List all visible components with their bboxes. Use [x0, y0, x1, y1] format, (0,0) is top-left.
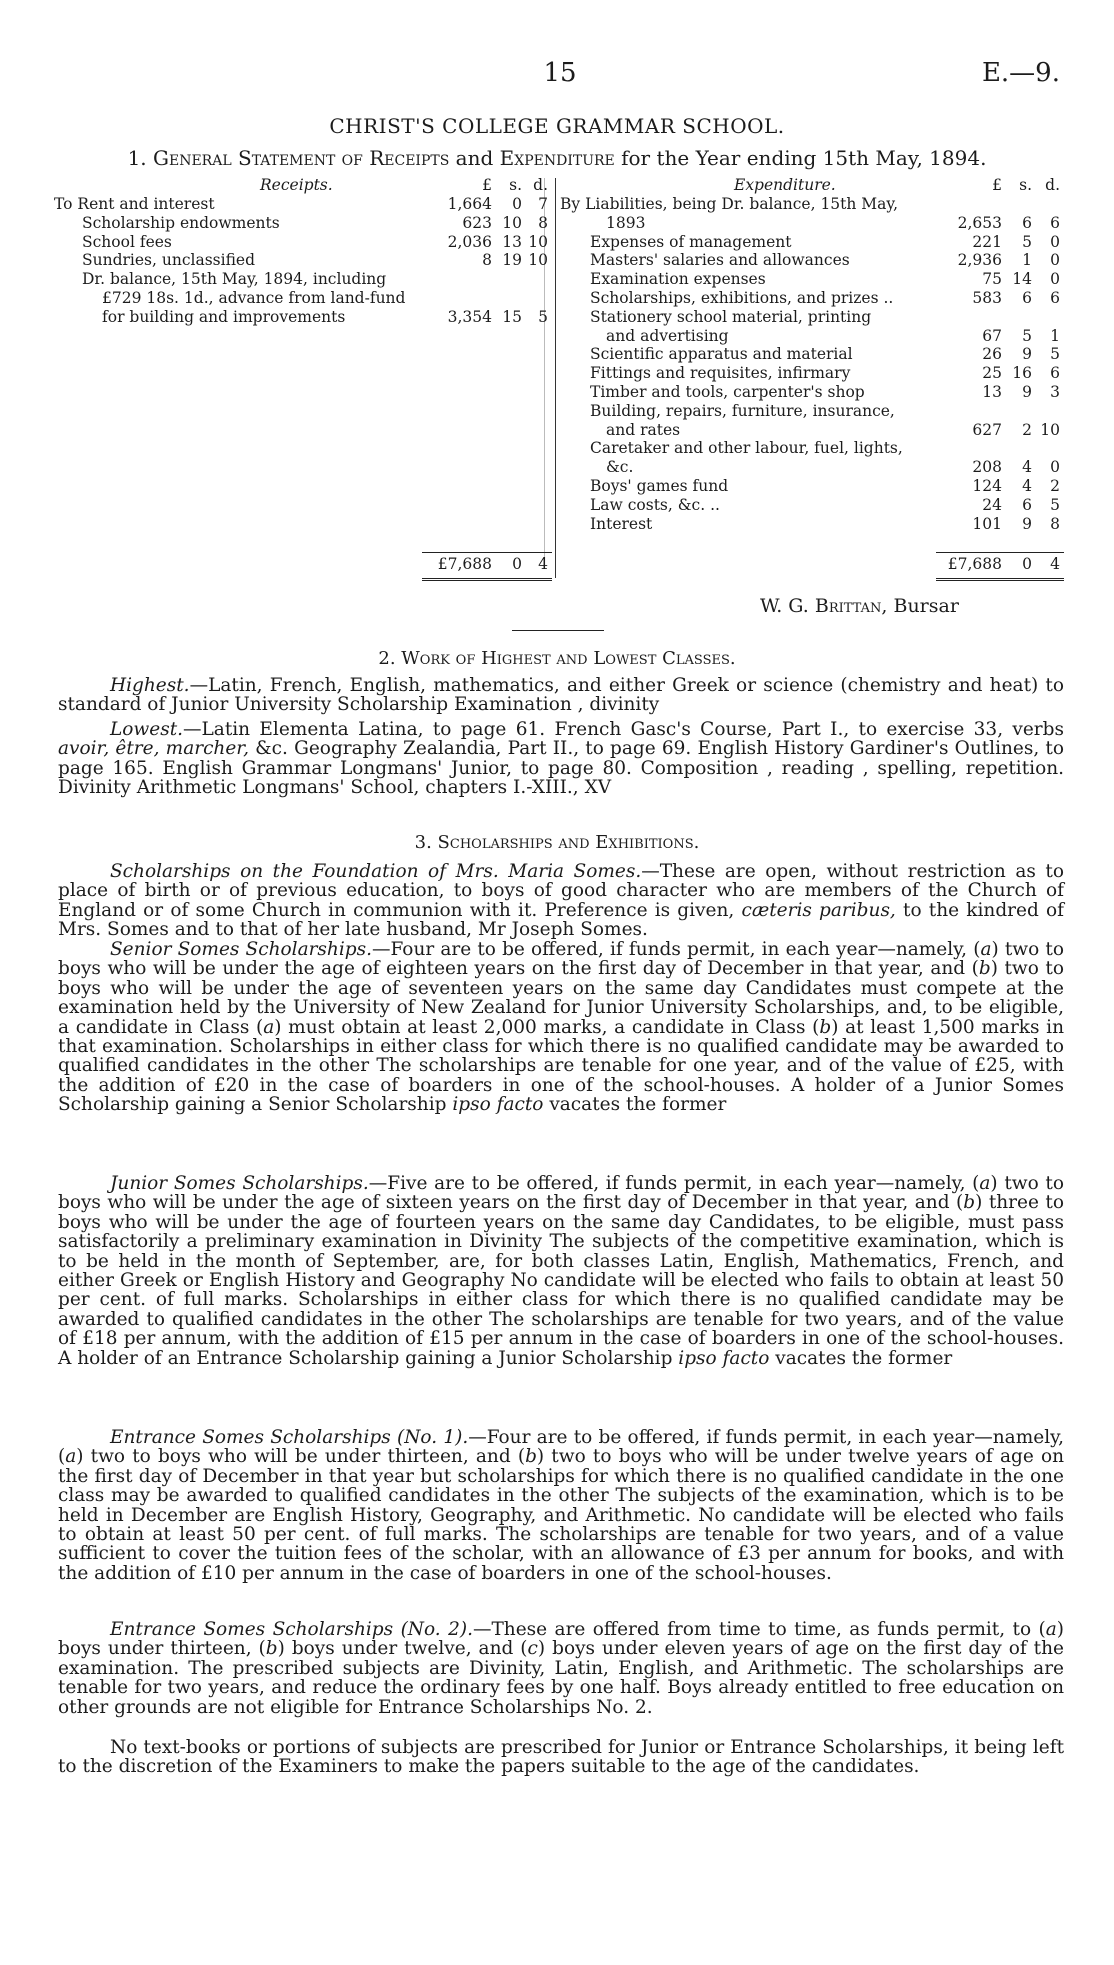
expenditure-row-label: and advertising [606, 326, 729, 345]
expenditure-row-shillings: 9 [1022, 345, 1032, 364]
expenditure-row-label: Expenses of management [590, 232, 792, 251]
receipts-row-pounds: 3,354 [447, 307, 492, 326]
expenditure-row-shillings: 5 [1022, 232, 1032, 251]
expenditure-row-pounds: 221 [972, 232, 1002, 251]
statement-title-part2: Expenditure [499, 146, 615, 170]
expenditure-row-pounds: 24 [982, 495, 1002, 514]
financial-statement [54, 176, 1064, 584]
expenditure-row-label: By Liabilities, being Dr. balance, 15th May, [560, 195, 899, 213]
expenditure-row [560, 402, 1064, 421]
senior-label: Senior Somes Scholarships. [110, 939, 372, 960]
receipts-total-pence: 4 [538, 555, 548, 573]
expenditure-row [560, 383, 1064, 402]
expenditure-row-pounds: 124 [972, 476, 1002, 495]
expenditure-row [560, 515, 1064, 534]
expenditure-column [560, 176, 1064, 533]
expenditure-row-pence: 0 [1050, 270, 1060, 289]
expenditure-row [560, 477, 1064, 496]
receipts-row [54, 289, 552, 308]
bursar-signature [760, 595, 959, 617]
receipts-row-pounds: 623 [462, 213, 492, 232]
expenditure-row [560, 251, 1064, 270]
expenditure-header-row [560, 176, 1064, 195]
entrance1-text-2: ) two to boys who will be under thirteen, and ( [76, 1446, 526, 1468]
expenditure-row-pence: 0 [1050, 458, 1060, 477]
foundation-italic: cæteris paribus, [741, 899, 896, 921]
expenditure-row-label: Interest [590, 514, 653, 533]
expenditure-row [560, 364, 1064, 383]
expenditure-row-shillings: 9 [1022, 382, 1032, 401]
junior-b: b [963, 1192, 976, 1214]
foundation-label: Scholarships on the Foundation of Mrs. Maria Somes. [110, 861, 642, 882]
entrance2-c: c [527, 1638, 538, 1660]
expenditure-row-pence: 6 [1050, 364, 1060, 383]
expenditure-row-pounds: 75 [982, 270, 1002, 289]
junior-text-4: vacates the former [769, 1347, 953, 1369]
statement-title-part3: for the Year ending 15th May, 1894. [621, 146, 987, 170]
receipts-heading: Receipts. [260, 176, 333, 194]
pence-heading: d. [1045, 176, 1060, 194]
receipts-row [54, 233, 552, 252]
highest-text: —Latin, French, English, mathematics, and either Greek or science (chemistry and heat) to standard of Junior University Scholarship Examination , divinity [58, 675, 1064, 716]
expenditure-total-shillings: 0 [1022, 555, 1032, 573]
foundation-text-2: to the kindred of Mrs. Somes and to that of her late husband, Mr Joseph Somes. [58, 899, 1064, 941]
expenditure-row-label: Scientific apparatus and material [590, 345, 853, 364]
expenditure-row-pence: 3 [1050, 382, 1060, 401]
receipts-row [54, 251, 552, 270]
senior-text-3: ) two to boys who will be under the age of seventeen years on the same day Candidates must compete at the examination held by the University of New Zealand for Junior University Scholarships, and, to be eligible, a candidate in Class ( [58, 958, 1064, 1038]
entrance2-text-4: ) boys under eleven years of age on the first day of the examination. The prescribed subjects are Divinity, Latin, English, and Arithmetic. The scholarships are tenable for two years, and reduce the ordinary fees by one half. Boys already entitled to free education on other grounds are not eligible for Entrance Scholarships No. 2. [58, 1638, 1064, 1718]
expenditure-total [936, 552, 1064, 575]
receipts-rows [54, 195, 552, 327]
senior-b: b [978, 958, 991, 980]
pence-heading: d. [533, 176, 548, 194]
junior-label: Junior Somes Scholarships. [110, 1173, 369, 1194]
senior-a2: a [263, 1016, 275, 1038]
receipts-row-pence: 5 [538, 307, 548, 326]
senior-italic: ipso facto [452, 1094, 544, 1116]
center-rule [555, 178, 556, 578]
receipts-row [54, 195, 552, 214]
receipts-row-shillings: 19 [502, 251, 522, 270]
lowest-class-paragraph [58, 720, 1064, 798]
expenditure-row-shillings: 2 [1022, 420, 1032, 439]
receipts-row-shillings: 0 [512, 195, 522, 213]
expenditure-row-label: Caretaker and other labour, fuel, lights, [590, 439, 903, 458]
page-number: 15 [543, 58, 577, 88]
receipts-row-label: To Rent and interest [54, 195, 215, 213]
expenditure-row-shillings: 4 [1022, 476, 1032, 495]
entrance2-b: b [265, 1638, 278, 1660]
shilling-heading: s. [509, 176, 522, 194]
statement-number: 1. [127, 146, 147, 170]
bursar-role: Bursar [893, 595, 959, 617]
expenditure-row-pounds: 13 [982, 382, 1002, 401]
section-divider [512, 630, 604, 631]
junior-text-2: ) two to boys who will be under the age of sixteen years on the first day of December in that year, and ( [58, 1173, 1064, 1214]
entrance2-text-3: ) boys under twelve, and ( [277, 1638, 528, 1660]
expenditure-row-shillings: 6 [1022, 213, 1032, 232]
expenditure-row-pounds: 627 [972, 420, 1002, 439]
expenditure-row-pence: 2 [1050, 476, 1060, 495]
expenditure-row-pounds: 583 [972, 288, 1002, 307]
expenditure-row-label: Boys' games fund [590, 476, 729, 495]
receipts-row [54, 214, 552, 233]
statement-title [0, 146, 1114, 170]
lowest-text-1: —Latin Elementa Latina, to page 61. French Gasc's Course, Part I., to exercise 33, verbs [183, 719, 1064, 740]
expenditure-row-label: Masters' salaries and allowances [590, 251, 850, 270]
receipts-row-shillings: 10 [502, 213, 522, 232]
expenditure-row-label: Fittings and requisites, infirmary [590, 364, 851, 383]
expenditure-row-label: Law costs, &c. .. [590, 495, 720, 514]
expenditure-row-pence: 0 [1050, 232, 1060, 251]
lowest-label: Lowest. [110, 719, 184, 740]
foundation-text-1: —These are open, without restriction as to place of birth or of previous education, to boys of good character who are members of the Church of England or of some Church in communion with it. Preference is given, [58, 861, 1064, 921]
senior-text-4: ) must obtain at least 2,000 marks, a candidate in Class ( [274, 1016, 820, 1038]
expenditure-row-pence: 0 [1050, 251, 1060, 270]
expenditure-row-pence: 5 [1050, 345, 1060, 364]
senior-a: a [980, 939, 992, 960]
receipts-row-label: Scholarship endowments [82, 213, 280, 232]
statement-title-and: and [455, 146, 494, 170]
expenditure-row [560, 308, 1064, 327]
expenditure-rows [560, 195, 1064, 533]
expenditure-row [560, 233, 1064, 252]
junior-scholarships-paragraph [58, 1174, 1064, 1368]
entrance1-b: b [525, 1446, 537, 1468]
shilling-heading: s. [1019, 176, 1032, 194]
receipts-row-label: Sundries, unclassified [82, 251, 255, 270]
expenditure-row [560, 195, 1064, 214]
receipts-row-label: £729 18s. 1d., advance from land-fund [102, 288, 406, 307]
expenditure-row-pounds: 25 [982, 364, 1002, 383]
receipts-row-pence: 10 [528, 232, 548, 251]
expenditure-row-pounds: 208 [972, 458, 1002, 477]
receipts-total-shillings: 0 [512, 555, 522, 573]
entrance1-text-3: ) two to boys who will be under twelve years of age on the first day of December in that year but scholarships for which there is no qualified candidate in the one class may be awarded to qualified candidates in the other The subjects of the examination, which is to be held in December are English History, Geography, and Arithmetic. No candidate will be elected who fails to obtain at least 50 per cent. of full marks. The scholarships are tenable for two years, and of a value sufficient to cover the tuition fees of the scholar, with an allowance of £3 per annum for books, and with the addition of £10 per annum in the case of boarders in one of the school-houses. [58, 1446, 1065, 1584]
expenditure-row-shillings: 16 [1012, 364, 1032, 383]
school-title: CHRIST'S COLLEGE GRAMMAR SCHOOL. [329, 114, 785, 138]
senior-text-6: vacates the former [543, 1094, 727, 1116]
expenditure-row-shillings: 6 [1022, 288, 1032, 307]
lowest-text-2: &c. Geography Zealandia, Part II., to page 69. English History Gardiner's Outlines, to page 165. English Grammar Longmans' Junior, to page 80. Composition , reading , spelling, repetition. Divinity Arithmetic Longmans' School, chapters I.-XIII., XV [58, 738, 1065, 799]
expenditure-total-pence: 4 [1050, 555, 1060, 573]
senior-scholarships-paragraph [58, 940, 1064, 1115]
expenditure-row [560, 289, 1064, 308]
statement-title-part1: General Statement of Receipts [153, 146, 450, 170]
junior-text-3: ) three to boys who will be under the age of fourteen years on the same day Candidates, to be eligible, must pass satisfactorily a preliminary examination in Divinity The subjects of the competitive examination, which is to be held in the month of September, are, for both classes Latin, English, Mathematics, French, and either Greek or English History and Geography No candidate will be elected who fails to obtain at least 50 per cent. of full marks. Scholarships in either class for which there is no qualified candidate may be awarded to qualified candidates in the other The scholarships are tenable for two years, and of the value of £18 per annum, with the addition of £15 per annum in the case of boarders in one of the school-houses. A holder of an Entrance Scholarship gaining a Junior Scholarship [58, 1192, 1064, 1369]
expenditure-row-pence: 1 [1050, 326, 1060, 345]
receipts-row-label: Dr. balance, 15th May, 1894, including [82, 270, 387, 289]
expenditure-row-label: Scholarships, exhibitions, and prizes .. [590, 288, 894, 307]
lowest-italic: avoir, être, marcher, [58, 738, 249, 760]
highest-label: Highest. [110, 675, 190, 696]
receipts-row-pounds: 2,036 [447, 232, 492, 251]
senior-text-5: ) at least 1,500 marks in that examination. Scholarships in either class for which there is no qualified candidate may be awarded to qualified candidates in the other The scholarships are tenable for one year, and of the value of £25, with the addition of £20 in the case of boarders in one of the school-houses. A holder of a Junior Somes Scholarship gaining a Senior Scholarship [58, 1016, 1064, 1116]
expenditure-heading: Expenditure. [734, 176, 836, 194]
expenditure-row-label: 1893 [606, 213, 646, 232]
expenditure-row-shillings: 4 [1022, 458, 1032, 477]
expenditure-total-pounds: £7,688 [947, 555, 1002, 573]
expenditure-row [560, 345, 1064, 364]
entrance2-a: a [1045, 1619, 1057, 1640]
expenditure-row-pence: 6 [1050, 213, 1060, 232]
highest-class-paragraph [58, 676, 1064, 715]
pound-heading: £ [482, 176, 492, 194]
receipts-row-shillings: 13 [502, 232, 522, 251]
receipts-row-pounds: 1,664 [447, 195, 492, 213]
expenditure-row-label: and rates [606, 420, 681, 439]
receipts-column [54, 176, 552, 573]
expenditure-row [560, 270, 1064, 289]
entrance-no1-paragraph [58, 1428, 1064, 1583]
receipts-row-label: School fees [82, 232, 172, 251]
receipts-row-pounds: 8 [482, 251, 492, 270]
expenditure-row [560, 496, 1064, 515]
expenditure-row [560, 458, 1064, 477]
expenditure-row [560, 327, 1064, 346]
textbooks-paragraph: No text-books or portions of subjects are prescribed for Junior or Entrance Scholarships, it being left to the discretion of the Examiners to make the papers suitable to the age of the candidates. [58, 1737, 1064, 1778]
pound-heading: £ [992, 176, 1002, 194]
expenditure-row-label: Timber and tools, carpenter's shop [590, 382, 865, 401]
expenditure-row-shillings: 14 [1012, 270, 1032, 289]
receipts-row [54, 308, 552, 327]
junior-text-1: —Five are to be offered, if funds permit, in each year—namely, ( [368, 1173, 980, 1194]
expenditure-row-pounds: 67 [982, 326, 1002, 345]
section2-heading: 2. Work of Highest and Lowest Classes. [378, 648, 736, 669]
entrance1-label: Entrance Somes Scholarships (No. 1). [110, 1427, 469, 1448]
expenditure-row-pence: 5 [1050, 495, 1060, 514]
expenditure-row [560, 214, 1064, 233]
expenditure-row-pounds: 2,653 [957, 213, 1002, 232]
expenditure-row-pounds: 26 [982, 345, 1002, 364]
expenditure-row [560, 421, 1064, 440]
senior-text-2: ) two to boys who will be under the age of eighteen years on the first day of December in that year, and ( [58, 939, 1064, 980]
entrance2-label: Entrance Somes Scholarships (No. 2). [110, 1619, 473, 1640]
receipts-row-shillings: 15 [502, 307, 522, 326]
receipts-row-pence: 8 [538, 213, 548, 232]
expenditure-row-pounds: 2,936 [957, 251, 1002, 270]
expenditure-row-pounds: 101 [972, 514, 1002, 533]
expenditure-row-label: &c. [606, 458, 634, 477]
receipts-row-pence: 7 [538, 195, 548, 213]
expenditure-row-shillings: 9 [1022, 514, 1032, 533]
expenditure-row-shillings: 6 [1022, 495, 1032, 514]
entrance2-text-2: ) boys under thirteen, ( [58, 1619, 1064, 1660]
receipts-row [54, 270, 552, 289]
junior-italic: ipso facto [678, 1347, 770, 1369]
senior-b2: b [819, 1016, 832, 1038]
expenditure-row-label: Stationery school material, printing [590, 307, 872, 326]
expenditure-row [560, 439, 1064, 458]
receipts-total-pounds: £7,688 [437, 555, 492, 573]
senior-text-1: —Four are to be offered, if funds permit, in each year—namely, ( [371, 939, 981, 960]
bursar-surname: Brittan, [814, 595, 888, 617]
expenditure-row-pence: 8 [1050, 514, 1060, 533]
section3-heading: 3. Scholarships and Exhibitions. [414, 832, 700, 853]
entrance1-a: a [65, 1446, 77, 1468]
entrance2-text-1: —These are offered from time to time, as funds permit, to ( [472, 1619, 1046, 1640]
expenditure-row-label: Examination expenses [590, 270, 766, 289]
entrance1-text-1: —Four are to be offered, if funds permit, in each year—namely, ( [58, 1427, 1064, 1468]
receipts-total [422, 552, 552, 575]
document-reference: E.—9. [981, 58, 1060, 88]
junior-a: a [979, 1173, 991, 1194]
expenditure-row-shillings: 5 [1022, 326, 1032, 345]
receipts-row-pence: 10 [528, 251, 548, 270]
receipts-row-label: for building and improvements [102, 307, 346, 326]
receipts-header-row [54, 176, 552, 195]
foundation-paragraph [58, 862, 1064, 940]
expenditure-row-label: Building, repairs, furniture, insurance, [590, 401, 895, 420]
entrance-no2-paragraph [58, 1620, 1064, 1717]
expenditure-row-shillings: 1 [1022, 251, 1032, 270]
expenditure-row-pence: 6 [1050, 288, 1060, 307]
bursar-initials: W. G. [760, 595, 809, 617]
expenditure-row-pence: 10 [1040, 420, 1060, 439]
